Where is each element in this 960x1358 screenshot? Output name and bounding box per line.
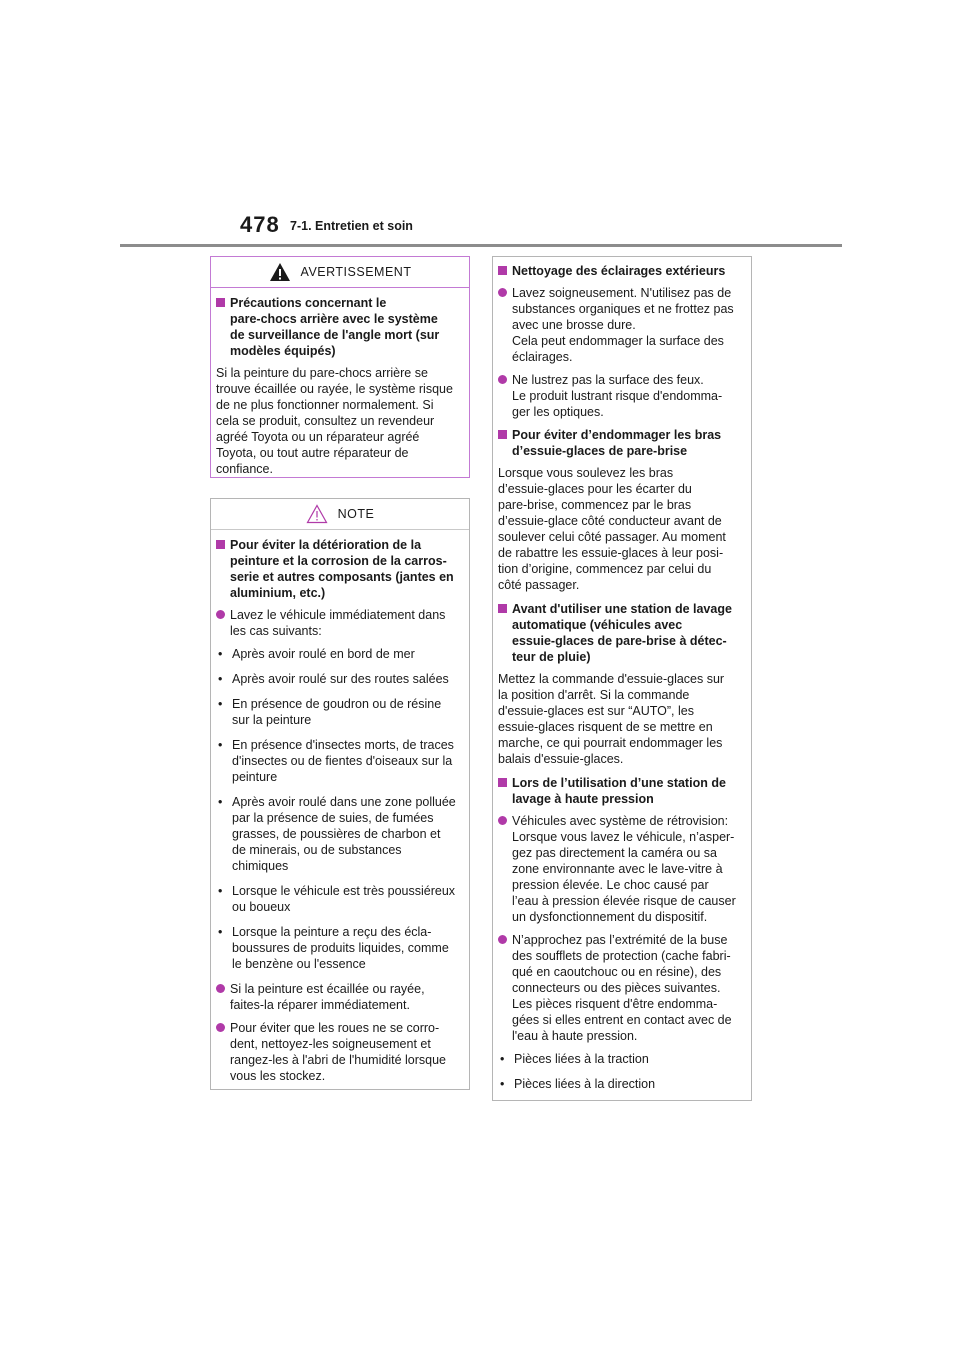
warning-label: AVERTISSEMENT <box>300 265 412 279</box>
warning-triangle-icon <box>269 262 291 282</box>
note-label: NOTE <box>337 507 375 521</box>
note-box-header <box>211 499 469 530</box>
note-bullet: Pour éviter que les roues ne se corro- dent, nettoyez-les soigneusement et rangez-les à l'abri de l'humidité lorsque vous les stockez. <box>216 1020 461 1084</box>
round-bullet-icon <box>498 375 507 384</box>
round-bullet-icon <box>498 935 507 944</box>
paragraph: Mettez la commande d'essuie-glaces sur la position d'arrêt. Si la commande d'essuie-glaces est sur “AUTO”, les essuie-glaces risquent de se mettre en marche, ce qui pourrait endommager les balais d'essuie-glaces. <box>498 672 725 766</box>
list-item: • Lorsque le véhicule est très poussiéreux ou boueux <box>218 884 456 914</box>
page-number: 478 <box>240 212 280 237</box>
section-heading: Lors de l’utilisation d’une station de lavage à haute pression <box>498 775 743 807</box>
section-heading: Avant d'utiliser une station de lavage automatique (véhicules avec essuie-glaces de pare-brise à détec- teur de pluie) <box>498 601 743 665</box>
warning-box-header <box>211 257 469 288</box>
section-heading: Nettoyage des éclairages extérieurs <box>498 263 743 279</box>
list-item: • En présence d'insectes morts, de traces d'insectes ou de fientes d'oiseaux sur la peinture <box>218 738 454 784</box>
square-bullet-icon <box>216 540 225 549</box>
right-column-box <box>492 256 752 1101</box>
note-box <box>210 498 470 1090</box>
note-bullet: Si la peinture est écaillée ou rayée, faites-la réparer immédiatement. <box>216 981 461 1013</box>
warning-text: Si la peinture du pare-chocs arrière se trouve écaillée ou rayée, le système risque de ne plus fonctionner normalement. Si cela se produit, consultez un revendeur agréé Toyota ou un réparateur agréé Toyota, ou tout autre réparateur de confiance. <box>216 366 453 476</box>
warning-box <box>210 256 470 478</box>
square-bullet-icon <box>216 298 225 307</box>
square-bullet-icon <box>498 266 507 275</box>
list-item: • Après avoir roulé dans une zone polluée par la présence de suies, de fumées grasses, de poussières de charbon et de minerais, ou de substances chimiques <box>218 795 456 873</box>
section-title: 7-1. Entretien et soin <box>290 219 413 233</box>
square-bullet-icon <box>498 430 507 439</box>
bullet-item: N’approchez pas l’extrémité de la buse des soufflets de protection (cache fabri- qué en caoutchouc ou en résine), des connecteurs ou des pièces suivantes. Les pièces risquent d'être endomma- gées si elles entrent en contact avec de l'eau à haute pression. <box>498 932 743 1044</box>
list-item: • En présence de goudron ou de résine sur la peinture <box>218 697 442 727</box>
bullet-item: Ne lustrez pas la surface des feux. Le produit lustrant risque d'endomma- ger les optiques. <box>498 372 743 420</box>
bullet-item: Véhicules avec système de rétrovision: Lorsque vous lavez le véhicule, n’asper- gez pas directement la caméra ou sa zone environnante avec le lave-vitre à pression élevée. Le choc causé par l’eau à pression élevée risque de causer un dysfonctionnement du dispositif. <box>498 813 743 925</box>
list-item: • Pièces liées à la traction <box>500 1052 649 1066</box>
round-bullet-icon <box>498 816 507 825</box>
round-bullet-icon <box>498 288 507 297</box>
paragraph: Lorsque vous soulevez les bras d’essuie-glaces pour les écarter du pare-brise, commencez par le bras d’essuie-glace côté conducteur avant de soulever celui côté passager. Au moment de rabattre les essuie-glaces à leur posi- tion d’origine, commencez par celui du côté passager. <box>498 466 726 592</box>
square-bullet-icon <box>498 778 507 787</box>
round-bullet-icon <box>216 984 225 993</box>
header-divider <box>120 244 842 247</box>
round-bullet-icon <box>216 1023 225 1032</box>
list-item: • Pièces liées à la direction <box>500 1077 656 1091</box>
bullet-item: Lavez soigneusement. N'utilisez pas de substances organiques et ne frottez pas avec une brosse dure. Cela peut endommager la surface des éclairages. <box>498 285 743 365</box>
round-bullet-icon <box>216 610 225 619</box>
note-bullet: Lavez le véhicule immédiatement dans les cas suivants: <box>216 607 461 639</box>
square-bullet-icon <box>498 604 507 613</box>
page-header <box>0 0 960 250</box>
list-item: • Après avoir roulé en bord de mer <box>218 647 415 661</box>
list-item: • Après avoir roulé sur des routes salées <box>218 672 449 686</box>
section-heading: Pour éviter d’endommager les bras d’essuie-glaces de pare-brise <box>498 427 743 459</box>
warning-heading: Précautions concernant le pare-chocs arrière avec le système de surveillance de l'angle mort (sur modèles équipés) <box>216 295 461 359</box>
caution-triangle-icon <box>306 504 328 524</box>
note-heading: Pour éviter la détérioration de la peinture et la corrosion de la carros- serie et autres composants (jantes en aluminium, etc.) <box>216 537 461 601</box>
list-item: • Lorsque la peinture a reçu des écla- boussures de produits liquides, comme le benzène ou l'essence <box>218 925 449 971</box>
